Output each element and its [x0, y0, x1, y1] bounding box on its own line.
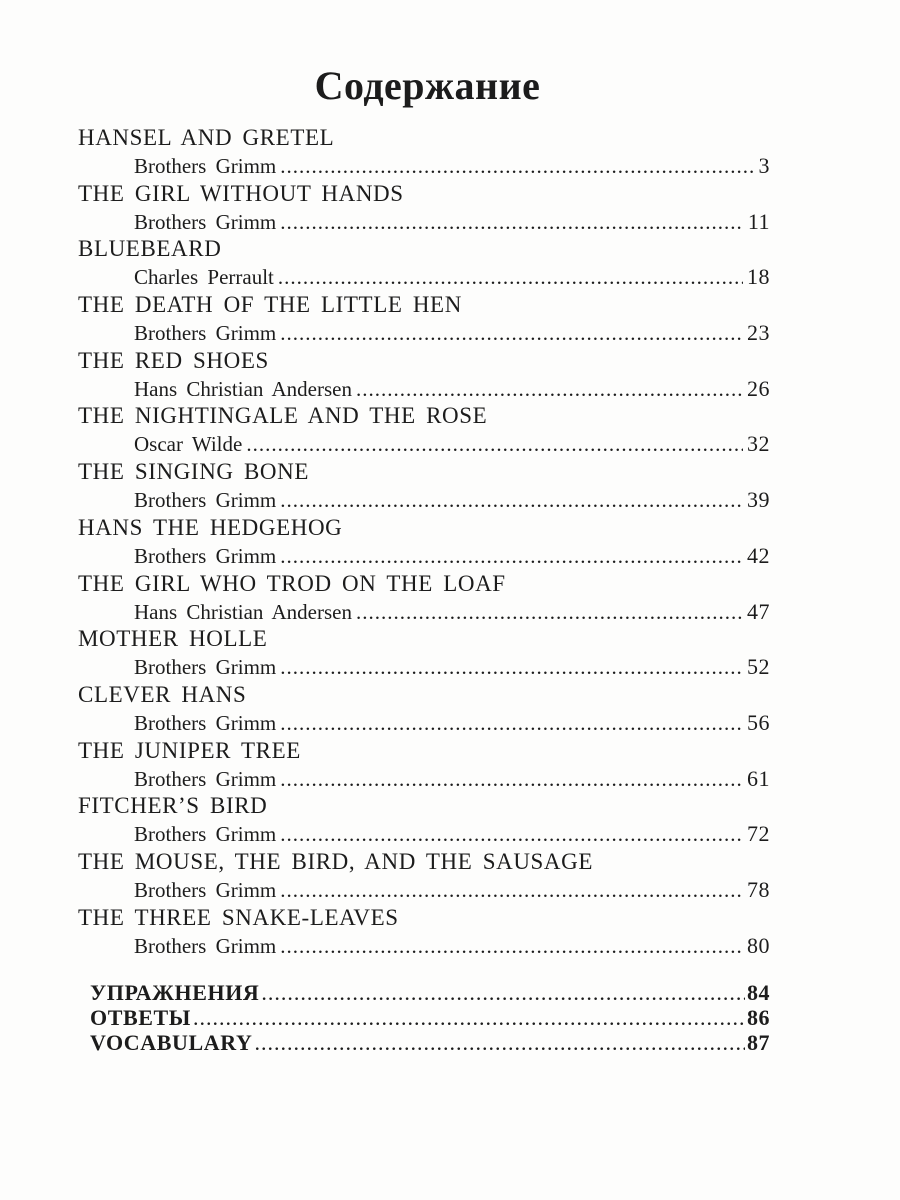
toc-entry [78, 459, 778, 515]
story-author: Brothers Grimm [134, 933, 277, 958]
story-author: Brothers Grimm [134, 766, 277, 791]
story-author: Brothers Grimm [134, 710, 277, 735]
page-number: 84 [747, 980, 770, 1005]
dot-leader [280, 210, 744, 235]
toc-entry [78, 738, 778, 794]
page-number: 78 [747, 876, 770, 902]
dot-leader [356, 600, 743, 625]
toc-entry [78, 905, 778, 961]
story-title: THE RED SHOES [78, 347, 269, 373]
toc-entry [78, 236, 778, 292]
dot-leader [280, 544, 743, 569]
toc-entry [78, 125, 778, 181]
story-author: Charles Perrault [134, 265, 274, 290]
story-author: Hans Christian Andersen [134, 376, 352, 401]
dot-leader [280, 934, 743, 959]
author-line [134, 766, 770, 792]
author-line [134, 710, 770, 736]
story-author: Brothers Grimm [134, 822, 277, 847]
author-line [134, 821, 770, 847]
story-author: Brothers Grimm [134, 655, 277, 680]
page-number: 86 [747, 1005, 770, 1030]
dot-leader [280, 822, 743, 847]
appendix-entry [90, 980, 770, 1005]
author-line [134, 543, 770, 569]
story-title: THE NIGHTINGALE AND THE ROSE [78, 403, 488, 429]
page-number: 52 [747, 654, 770, 680]
dot-leader [280, 488, 743, 513]
story-author: Brothers Grimm [134, 877, 277, 902]
author-line [134, 933, 770, 959]
story-title: THE THREE SNAKE-LEAVES [78, 904, 399, 930]
story-title: FITCHER’S BIRD [78, 793, 268, 819]
story-title: HANS THE HEDGEHOG [78, 514, 343, 540]
story-title: BLUEBEARD [78, 236, 222, 262]
story-author: Hans Christian Andersen [134, 599, 352, 624]
story-title: CLEVER HANS [78, 681, 247, 707]
dot-leader [280, 878, 743, 903]
story-title: THE GIRL WITHOUT HANDS [78, 180, 404, 206]
dot-leader [193, 1005, 745, 1031]
toc-entry [78, 292, 778, 348]
story-author: Brothers Grimm [134, 154, 277, 178]
story-author: Brothers Grimm [134, 209, 277, 234]
appendix-entry [90, 1030, 770, 1055]
page-number: 3 [758, 153, 770, 178]
page-number: 42 [747, 542, 770, 568]
toc-entry [78, 849, 778, 905]
story-title: HANSEL AND GRETEL [78, 125, 335, 150]
toc-entry [78, 515, 778, 571]
page-number: 26 [747, 375, 770, 401]
page-number: 87 [747, 1030, 770, 1055]
story-title: MOTHER HOLLE [78, 626, 268, 652]
author-line [134, 376, 770, 402]
dot-leader [278, 265, 743, 290]
dot-leader [280, 711, 743, 736]
story-title: THE DEATH OF THE LITTLE HEN [78, 292, 462, 318]
story-author: Brothers Grimm [134, 321, 277, 346]
toc-entry [78, 682, 778, 738]
author-line [134, 209, 770, 235]
author-line [134, 599, 770, 625]
author-line [134, 264, 770, 290]
page-number: 72 [747, 821, 770, 847]
page-number: 61 [747, 765, 770, 791]
table-of-contents [78, 125, 778, 960]
page-number: 11 [747, 208, 770, 234]
toc-entry [78, 181, 778, 237]
author-line [134, 654, 770, 680]
toc-entry [78, 626, 778, 682]
story-author: Oscar Wilde [134, 432, 243, 457]
page-number: 47 [747, 598, 770, 624]
dot-leader [246, 432, 743, 457]
story-title: THE JUNIPER TREE [78, 737, 301, 763]
story-author: Brothers Grimm [134, 543, 277, 568]
page-number: 80 [747, 932, 770, 958]
appendix-title: VOCABULARY [90, 1030, 253, 1055]
page-title: Содержание [314, 63, 541, 108]
author-line [134, 153, 770, 179]
dot-leader [280, 655, 743, 680]
page-number: 39 [747, 487, 770, 513]
appendix-list [90, 980, 770, 1055]
dot-leader [261, 980, 745, 1006]
story-title: THE MOUSE, THE BIRD, AND THE SAUSAGE [78, 848, 593, 874]
author-line [134, 320, 770, 346]
story-author: Brothers Grimm [134, 488, 277, 513]
toc-entry [78, 403, 778, 459]
page-number: 56 [747, 709, 770, 735]
author-line [134, 431, 770, 457]
toc-entry [78, 793, 778, 849]
appendix-title: ОТВЕТЫ [90, 1005, 192, 1030]
toc-entry [78, 571, 778, 627]
story-title: THE GIRL WHO TROD ON THE LOAF [78, 570, 506, 596]
dot-leader [280, 767, 743, 792]
dot-leader [356, 377, 743, 402]
page-number: 32 [747, 431, 770, 457]
dot-leader [254, 1030, 745, 1056]
appendix-title: УПРАЖНЕНИЯ [90, 980, 260, 1005]
author-line [134, 877, 770, 903]
dot-leader [280, 154, 754, 179]
dot-leader [280, 321, 743, 346]
page-number: 23 [747, 320, 770, 346]
page-number: 18 [747, 264, 770, 290]
author-line [134, 487, 770, 513]
toc-entry [78, 348, 778, 404]
story-title: THE SINGING BONE [78, 459, 309, 485]
appendix-entry [90, 1005, 770, 1030]
